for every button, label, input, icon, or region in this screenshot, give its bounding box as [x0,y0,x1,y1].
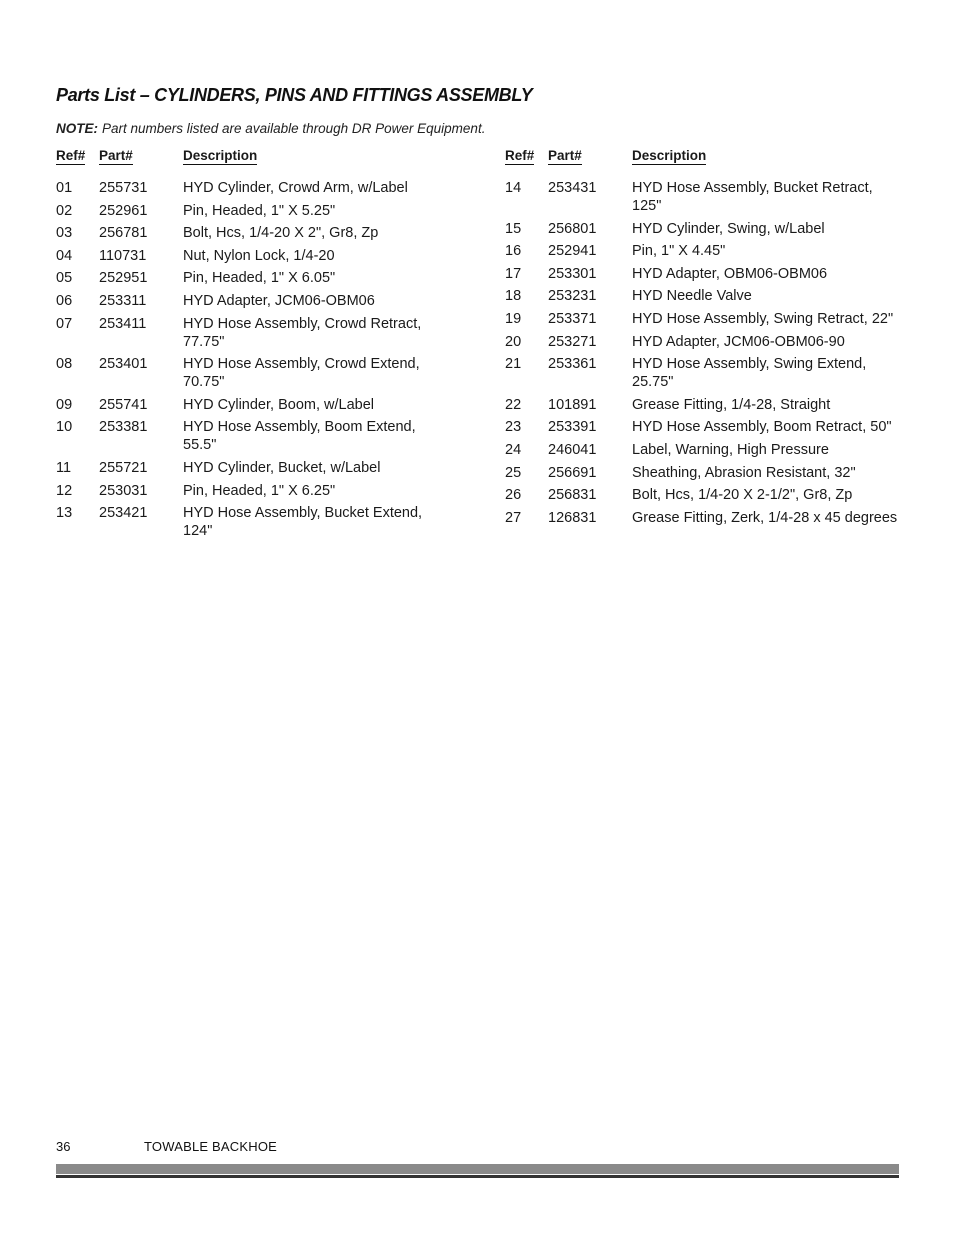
row-part-number: 255731 [99,180,148,196]
row-part-number: 253371 [548,310,597,327]
row-part-number: 253411 [99,315,147,332]
table-row [56,202,446,220]
row-description: HYD Hose Assembly, Swing Extend, 25.75" [632,356,867,391]
footer-rule-top [56,1164,899,1174]
table-row [56,269,446,287]
table-row [505,464,905,482]
row-part-number: 256691 [548,464,597,481]
row-part-number: 110731 [99,247,147,264]
table-row [505,265,905,283]
table-row [56,179,446,197]
table-row [56,396,446,414]
row-ref: 09 [56,396,73,413]
rows-right [505,179,905,527]
row-description: HYD Hose Assembly, Boom Retract, 50" [632,419,892,436]
row-ref: 23 [505,419,522,436]
row-part-number: 253421 [99,505,148,522]
row-part-number: 253381 [99,419,148,436]
rows-left [56,179,446,540]
row-ref: 05 [56,270,73,287]
row-part-number: 255741 [99,396,148,413]
page-title: Parts List – CYLINDERS, PINS AND FITTINGS ASSEMBLY [56,85,533,105]
header-part: Part# [548,148,582,163]
row-description: HYD Hose Assembly, Swing Retract, 22" [632,310,894,327]
table-row [505,242,905,260]
row-part-number: 253361 [548,356,597,373]
header-ref: Ref# [56,148,86,163]
row-description: HYD Cylinder, Boom, w/Label [183,396,374,413]
table-row [505,441,905,459]
row-part-number: 253301 [548,265,597,282]
table-row [505,287,905,305]
row-description: HYD Hose Assembly, Bucket Retract, 125" [632,180,873,214]
row-part-number: 256781 [99,225,148,242]
document-name: TOWABLE BACKHOE [144,1139,278,1154]
row-description: Pin, Headed, 1" X 6.25" [183,482,336,499]
table-row [56,292,446,310]
row-description: HYD Hose Assembly, Crowd Retract, 77.75" [183,315,422,350]
row-ref: 27 [505,509,522,526]
table-row [505,418,905,436]
row-part-number: 253271 [548,333,597,350]
row-description: Pin, 1" X 4.45" [632,243,726,260]
table-row [56,315,446,351]
table-row [56,247,446,265]
row-part-number: 101891 [548,396,597,413]
table-row [56,459,446,477]
table-row [56,482,446,500]
row-description: Sheathing, Abrasion Resistant, 32" [632,464,856,481]
row-ref: 13 [56,505,73,522]
row-part-number: 253431 [548,180,597,196]
row-description: HYD Needle Valve [632,288,752,305]
row-description: HYD Cylinder, Bucket, w/Label [183,459,381,476]
row-description: Grease Fitting, 1/4-28, Straight [632,396,831,413]
row-description: HYD Adapter, JCM06-OBM06 [183,292,375,309]
row-ref: 16 [505,243,522,260]
row-ref: 10 [56,419,73,436]
row-ref: 21 [505,356,522,373]
row-description: Nut, Nylon Lock, 1/4-20 [183,247,335,264]
row-ref: 17 [505,265,522,282]
row-ref: 02 [56,202,73,219]
footer-rule [56,1164,899,1178]
row-ref: 19 [505,310,522,327]
row-ref: 24 [505,441,522,458]
row-ref: 25 [505,464,522,481]
row-part-number: 253391 [548,419,597,436]
table-row [56,224,446,242]
table-row [56,418,446,454]
row-ref: 20 [505,333,522,350]
row-description: Pin, Headed, 1" X 5.25" [183,202,336,219]
row-description: Bolt, Hcs, 1/4-20 X 2-1/2", Gr8, Zp [632,487,853,504]
row-part-number: 255721 [99,459,148,476]
row-part-number: 252961 [99,202,148,219]
row-description: HYD Cylinder, Crowd Arm, w/Label [183,180,408,196]
row-ref: 14 [505,180,522,196]
row-part-number: 253031 [99,482,148,499]
page-number: 36 [56,1139,71,1154]
row-ref: 03 [56,225,73,242]
row-ref: 08 [56,356,73,373]
header-ref: Ref# [505,148,535,163]
table-row [505,310,905,328]
table-row [505,396,905,414]
row-description: HYD Hose Assembly, Boom Extend, 55.5" [183,419,416,454]
row-ref: 12 [56,482,73,499]
header-description: Description [183,148,258,163]
table-row [505,486,905,504]
row-ref: 06 [56,292,73,309]
row-ref: 11 [56,459,72,476]
table-row [56,355,446,391]
row-part-number: 252951 [99,270,148,287]
row-part-number: 253311 [99,292,147,309]
table-row [505,333,905,351]
table-header [505,148,905,166]
row-part-number: 246041 [548,441,597,458]
row-ref: 01 [56,180,73,196]
row-description: HYD Adapter, OBM06-OBM06 [632,265,828,282]
table-row [505,509,905,527]
row-description: Pin, Headed, 1" X 6.05" [183,270,336,287]
row-description: HYD Adapter, JCM06-OBM06-90 [632,333,845,350]
row-description: HYD Hose Assembly, Crowd Extend, 70.75" [183,356,420,391]
table-row [505,220,905,238]
header-part: Part# [99,148,133,163]
note-text: Part numbers listed are available through DR Power Equipment. [102,121,486,136]
row-description: Grease Fitting, Zerk, 1/4-28 x 45 degrees [632,509,898,526]
row-ref: 22 [505,396,522,413]
row-part-number: 252941 [548,243,597,260]
parts-table-right [505,148,905,531]
table-row [505,179,905,215]
row-part-number: 253231 [548,288,597,305]
row-part-number: 256801 [548,220,597,237]
row-part-number: 126831 [548,509,597,526]
footer-rule-bottom [56,1175,899,1178]
table-row [505,355,905,391]
row-ref: 07 [56,315,73,332]
note-label: NOTE: [56,121,98,136]
table-row [56,504,446,540]
row-description: Bolt, Hcs, 1/4-20 X 2", Gr8, Zp [183,225,379,242]
note [56,121,485,136]
row-description: HYD Hose Assembly, Bucket Extend, 124" [183,505,423,540]
table-header [56,148,446,166]
row-description: HYD Cylinder, Swing, w/Label [632,220,825,237]
row-ref: 04 [56,247,73,264]
row-ref: 15 [505,220,522,237]
parts-table-left [56,148,446,545]
row-description: Label, Warning, High Pressure [632,441,829,458]
row-ref: 18 [505,288,522,305]
row-part-number: 256831 [548,487,597,504]
row-ref: 26 [505,487,522,504]
header-description: Description [632,148,707,163]
row-part-number: 253401 [99,356,148,373]
